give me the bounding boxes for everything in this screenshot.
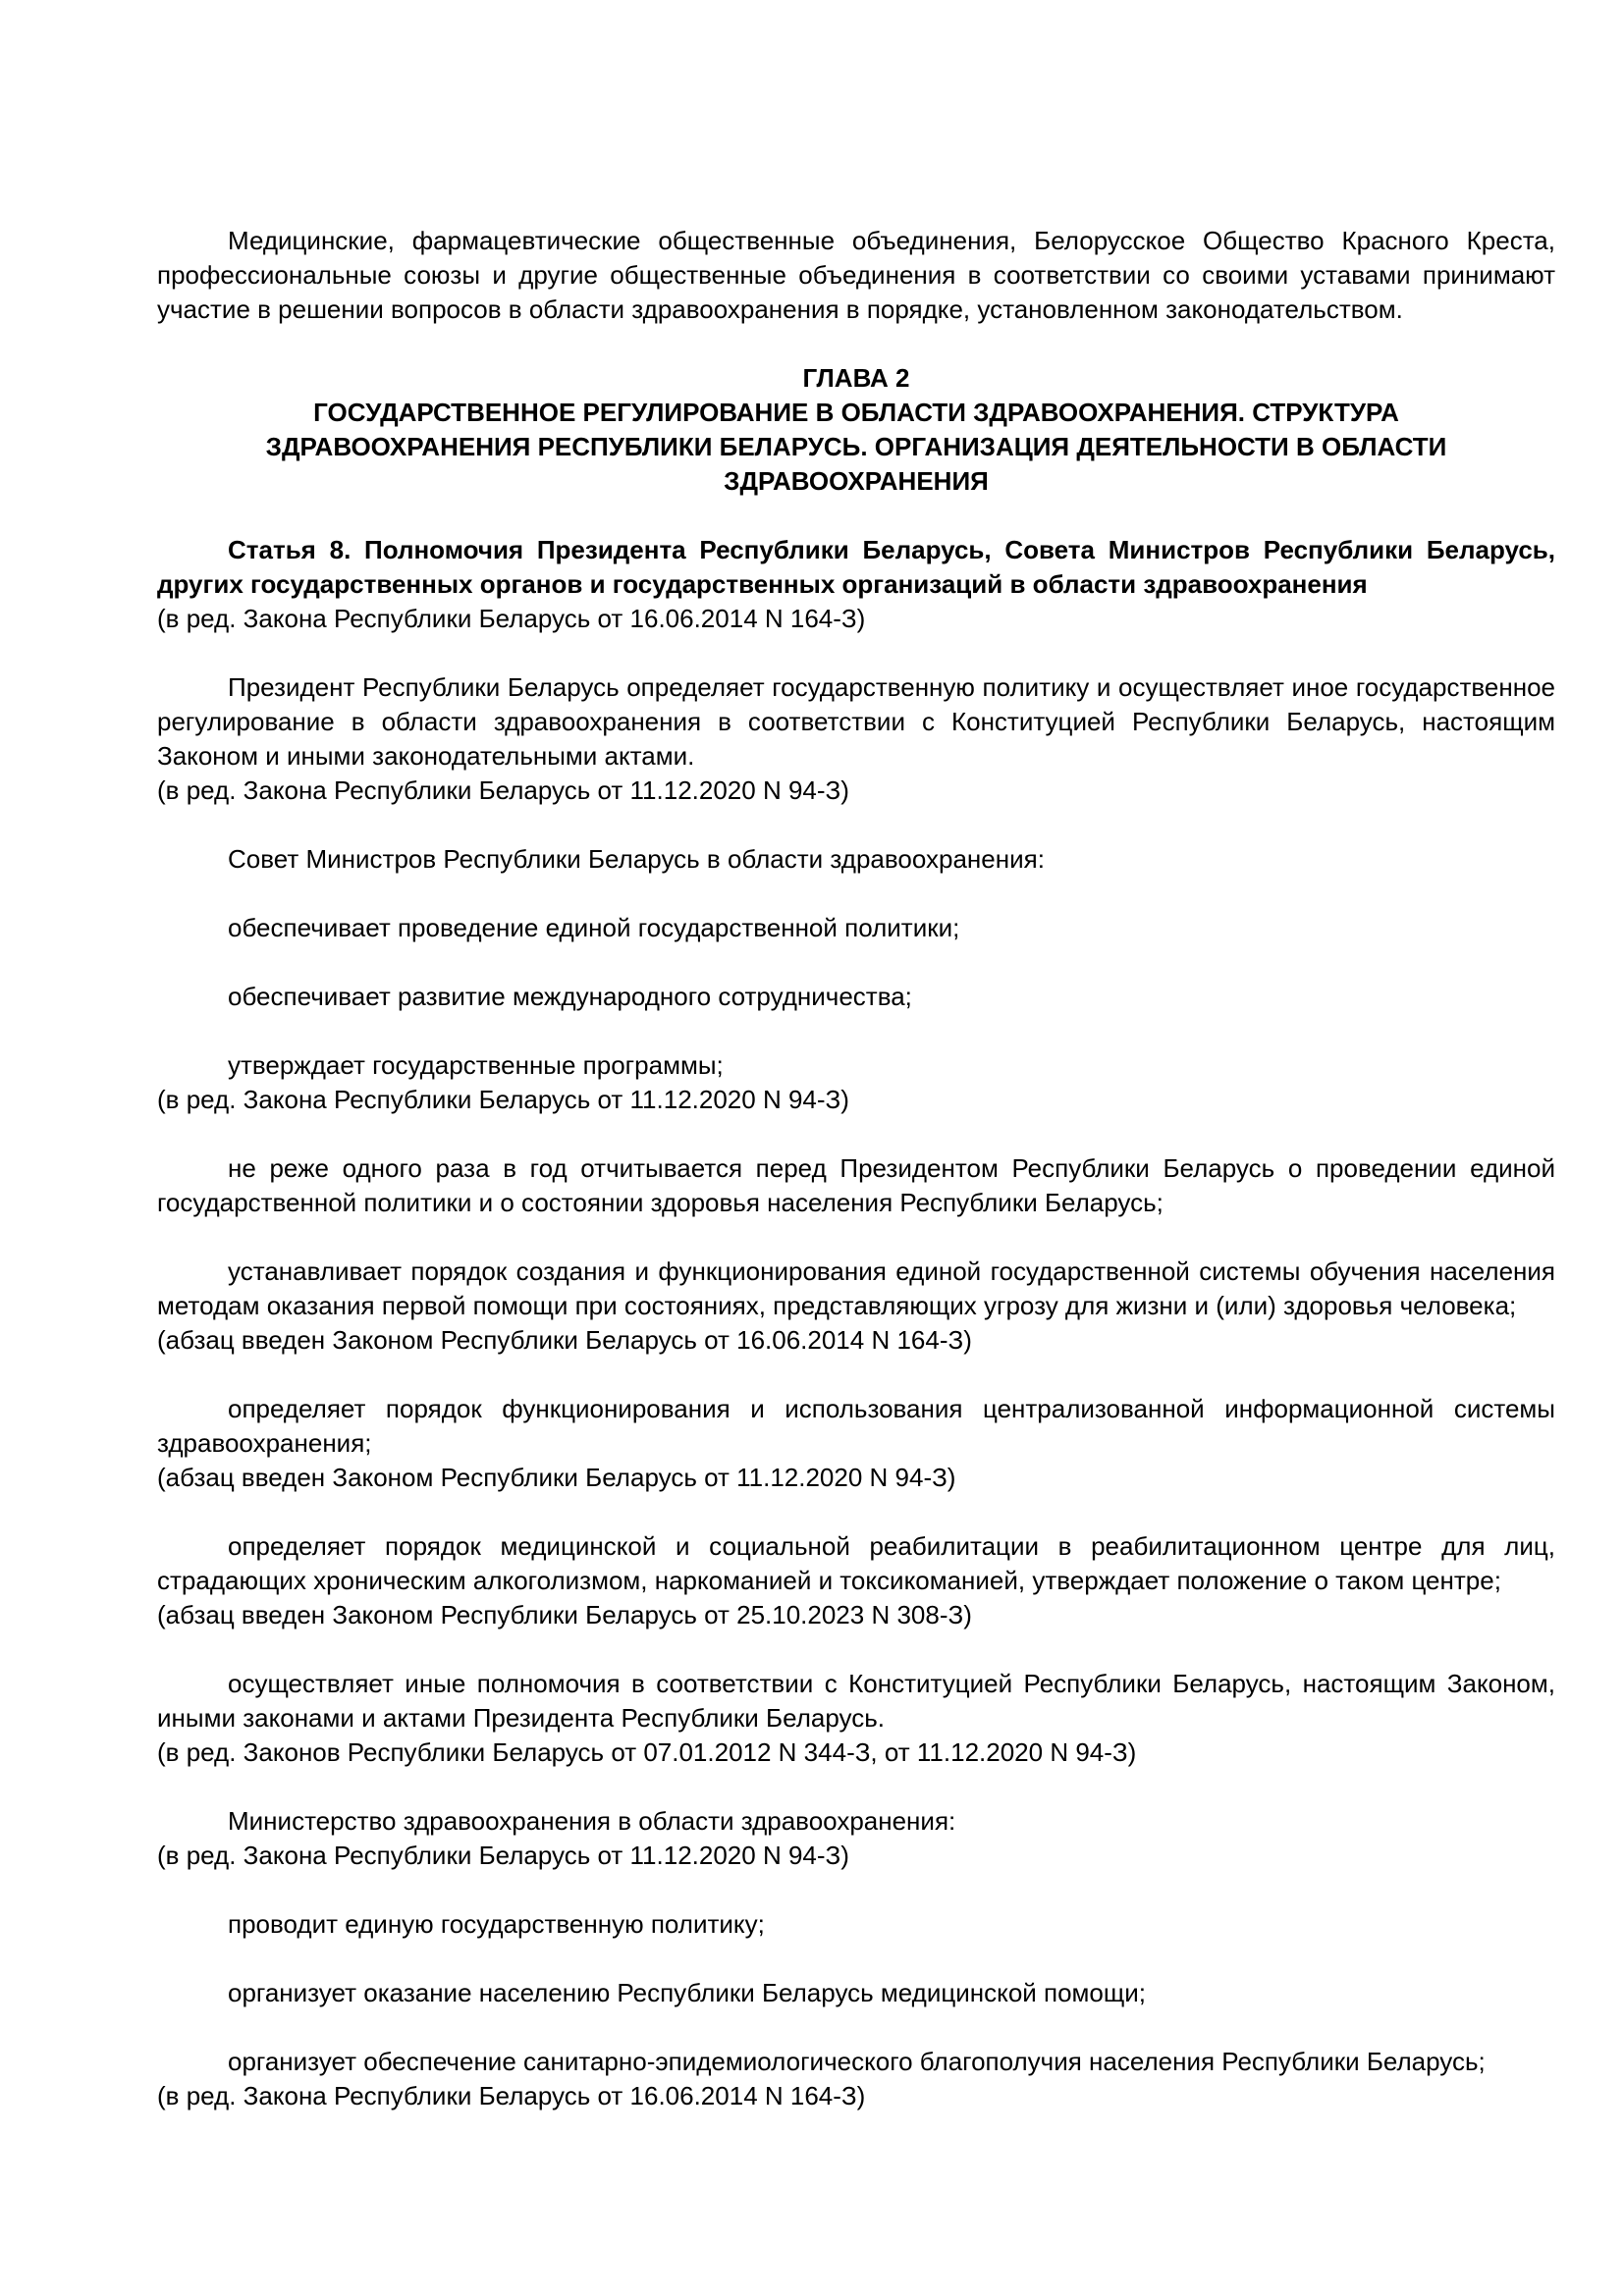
- document-page: [157, 224, 1555, 2113]
- list-item: осуществляет иные полномочия в соответствии с Конституцией Республики Беларусь, настоящим Законом, иными законами и актами Президента Республики Беларусь.: [157, 1669, 1555, 1733]
- chapter-number: ГЛАВА 2: [802, 363, 910, 393]
- amendment-note: (в ред. Закона Республики Беларусь от 11.12.2020 N 94-З): [157, 775, 849, 805]
- amendment-note: (абзац введен Законом Республики Беларусь от 16.06.2014 N 164-З): [157, 1325, 972, 1355]
- amendment-note: (в ред. Законов Республики Беларусь от 07.01.2012 N 344-З, от 11.12.2020 N 94-З): [157, 1737, 1137, 1767]
- list-item: организует обеспечение санитарно-эпидемиологического благополучия населения Республики Беларусь;: [228, 2047, 1486, 2076]
- list-item: обеспечивает развитие международного сотрудничества;: [228, 982, 912, 1011]
- list-item: утверждает государственные программы;: [228, 1050, 724, 1080]
- list-item: проводит единую государственную политику;: [228, 1909, 765, 1939]
- amendment-note: (в ред. Закона Республики Беларусь от 11.12.2020 N 94-З): [157, 1841, 849, 1870]
- article-8-heading: Статья 8. Полномочия Президента Республики Беларусь, Совета Министров Республики Беларусь, других государственных органов и государственных организаций в области здравоохранения: [157, 535, 1555, 599]
- list-item: определяет порядок функционирования и использования централизованной информационной системы здравоохранения;: [157, 1394, 1555, 1458]
- list-item: организует оказание населению Республики Беларусь медицинской помощи;: [228, 1978, 1147, 2007]
- amendment-note: (абзац введен Законом Республики Беларусь от 25.10.2023 N 308-З): [157, 1600, 972, 1629]
- paragraph-president: Президент Республики Беларусь определяет государственную политику и осуществляет иное государственное регулирование в области здравоохранения в соответствии с Конституцией Республики Беларусь, настоящим Законом и иными законодательными актами.: [157, 672, 1555, 771]
- amendment-note: (абзац введен Законом Республики Беларусь от 11.12.2020 N 94-З): [157, 1463, 956, 1492]
- list-item: не реже одного раза в год отчитывается перед Президентом Республики Беларусь о проведении единой государственной политики и о состоянии здоровья населения Республики Беларусь;: [157, 1153, 1555, 1217]
- list-item: устанавливает порядок создания и функционирования единой государственной системы обучения населения методам оказания первой помощи при состояниях, представляющих угрозу для жизни и (или) здоровья человека;: [157, 1256, 1555, 1320]
- list-item: определяет порядок медицинской и социальной реабилитации в реабилитационном центре для лиц, страдающих хроническим алкоголизмом, наркоманией и токсикоманией, утверждает положение о таком центре;: [157, 1531, 1555, 1595]
- chapter-title: ГОСУДАРСТВЕННОЕ РЕГУЛИРОВАНИЕ В ОБЛАСТИ ЗДРАВООХРАНЕНИЯ. СТРУКТУРА ЗДРАВООХРАНЕНИЯ РЕСПУБЛИКИ БЕЛАРУСЬ. ОРГАНИЗАЦИЯ ДЕЯТЕЛЬНОСТИ В ОБЛАСТИ ЗДРАВООХРАНЕНИЯ: [265, 398, 1447, 496]
- paragraph-public-associations: Медицинские, фармацевтические общественные объединения, Белорусское Общество Красного Креста, профессиональные союзы и другие общественные объединения в соответствии со своими уставами принимают участие в решении вопросов в области здравоохранения в порядке, установленном законодательством.: [157, 226, 1555, 324]
- paragraph-council-of-ministers: Совет Министров Республики Беларусь в области здравоохранения:: [228, 844, 1045, 874]
- list-item: обеспечивает проведение единой государственной политики;: [228, 913, 960, 942]
- paragraph-ministry-of-health: Министерство здравоохранения в области здравоохранения:: [228, 1806, 956, 1836]
- amendment-note: (в ред. Закона Республики Беларусь от 16.06.2014 N 164-З): [157, 604, 866, 633]
- amendment-note: (в ред. Закона Республики Беларусь от 11.12.2020 N 94-З): [157, 1085, 849, 1114]
- amendment-note: (в ред. Закона Республики Беларусь от 16.06.2014 N 164-З): [157, 2081, 866, 2110]
